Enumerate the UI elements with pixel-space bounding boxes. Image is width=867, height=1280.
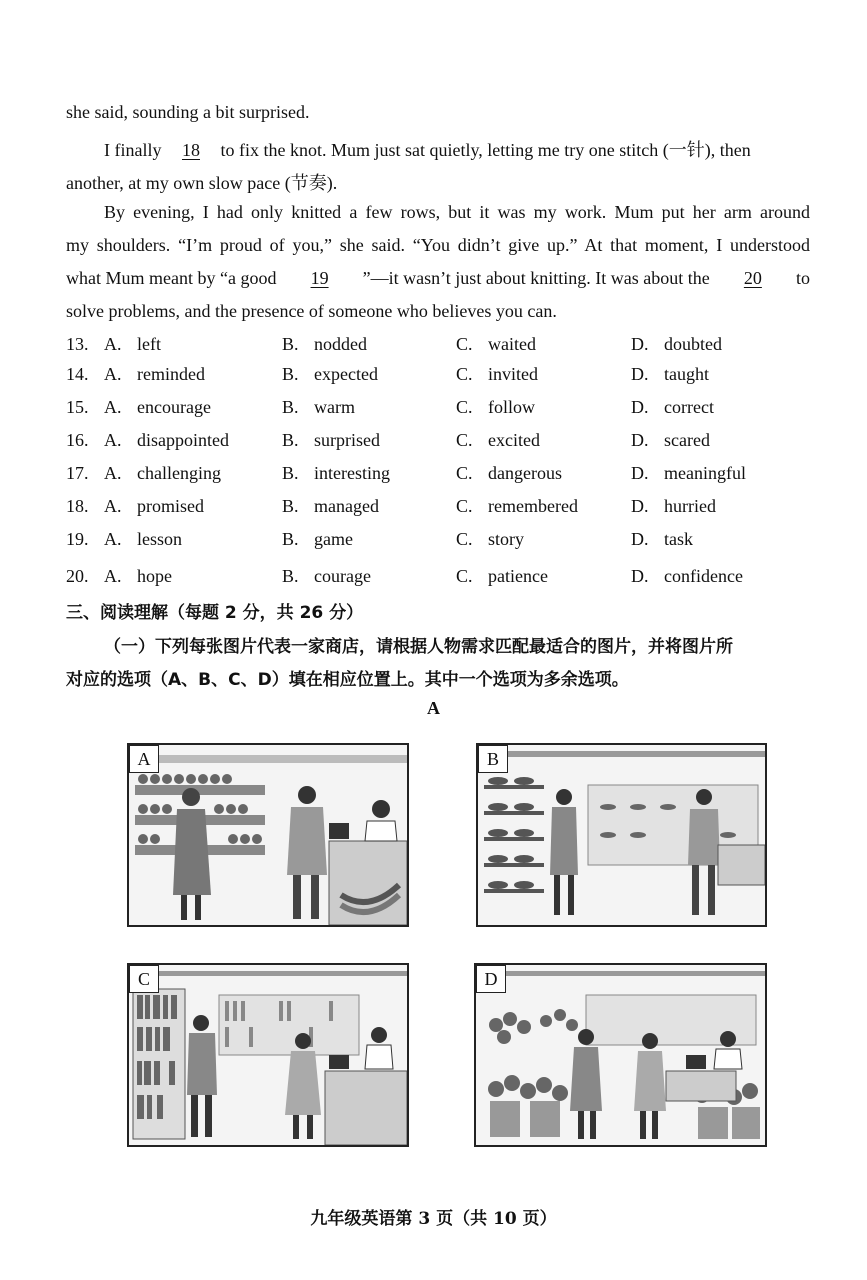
picture-tag: A [129,745,159,773]
option-b[interactable]: managed [314,496,379,516]
question-number: 15. [66,397,89,417]
passage-text: to fix the knot. Mum just sat quietly, letting me try one stitch (一针), then [220,140,751,160]
question-number: 14. [66,364,89,384]
option-a[interactable]: challenging [137,463,221,483]
page-footer: 九年级英语第 3 页（共 10 页） [310,1209,557,1229]
option-letter-a: A. [104,364,122,384]
passage-text: ”—it wasn’t just about knitting. It was about the [362,268,710,288]
question-number: 16. [66,430,89,450]
option-c[interactable]: excited [488,430,540,450]
option-d[interactable]: hurried [664,496,716,516]
option-d[interactable]: meaningful [664,463,746,483]
option-c[interactable]: story [488,529,524,549]
question-number: 13. [66,334,89,354]
option-letter-d: D. [631,334,649,354]
option-letter-d: D. [631,364,649,384]
option-letter-a: A. [104,566,122,586]
option-letter-d: D. [631,496,649,516]
option-letter-c: C. [456,566,473,586]
option-c[interactable]: waited [488,334,536,354]
passage-text: to [795,268,810,288]
option-letter-c: C. [456,397,473,417]
blank-20[interactable]: 20 [743,268,762,288]
option-c[interactable]: invited [488,364,538,384]
option-c[interactable]: dangerous [488,463,562,483]
instruction-line-2: 对应的选项（A、B、C、D）填在相应位置上。其中一个选项为多余选项。 [66,670,629,690]
passage-line-1: she said, sounding a bit surprised. [66,102,310,122]
picture-tag: B [478,745,508,773]
question-number: 19. [66,529,89,549]
picture-tag: C [129,965,159,993]
option-row [66,430,810,454]
option-letter-d: D. [631,397,649,417]
option-letter-b: B. [282,364,299,384]
passage-line-7: solve problems, and the presence of someone who believes you can. [66,301,557,321]
option-letter-b: B. [282,566,299,586]
shoe-store-scene-illustration [478,745,765,925]
picture-c-bookstore[interactable] [127,963,409,1147]
option-letter-d: D. [631,566,649,586]
blank-18[interactable]: 18 [181,140,200,160]
option-row [66,463,810,487]
passage-line-4: By evening, I had only knitted a few rows, but it was my work. Mum put her arm around [104,202,810,222]
option-row [66,397,810,421]
option-row [66,496,810,520]
option-letter-a: A. [104,463,122,483]
blank-19[interactable]: 19 [310,268,329,288]
option-c[interactable]: patience [488,566,548,586]
option-b[interactable]: interesting [314,463,390,483]
option-a[interactable]: lesson [137,529,182,549]
option-letter-b: B. [282,463,299,483]
option-d[interactable]: confidence [664,566,743,586]
option-letter-b: B. [282,529,299,549]
part-label: A [427,698,440,718]
option-letter-a: A. [104,397,122,417]
bookstore-scene-illustration [129,965,407,1145]
option-letter-b: B. [282,397,299,417]
option-a[interactable]: encourage [137,397,211,417]
option-d[interactable]: taught [664,364,709,384]
passage-line-6 [66,268,810,289]
question-number: 20. [66,566,89,586]
option-letter-b: B. [282,334,299,354]
option-row [66,566,810,590]
option-row [66,364,810,388]
grocery-scene-illustration [129,745,407,925]
option-letter-a: A. [104,430,122,450]
question-number: 18. [66,496,89,516]
option-letter-d: D. [631,463,649,483]
option-b[interactable]: game [314,529,353,549]
option-b[interactable]: nodded [314,334,367,354]
picture-d-flower-shop[interactable] [474,963,767,1147]
option-letter-c: C. [456,364,473,384]
option-row [66,334,810,358]
option-b[interactable]: surprised [314,430,380,450]
passage-text: what Mum meant by “a good [66,268,277,288]
option-a[interactable]: promised [137,496,204,516]
picture-tag: D [476,965,506,993]
option-row [66,529,810,553]
picture-a-grocery-store[interactable] [127,743,409,927]
option-b[interactable]: warm [314,397,355,417]
option-a[interactable]: reminded [137,364,205,384]
option-letter-d: D. [631,529,649,549]
option-letter-c: C. [456,430,473,450]
passage-text: I finally [104,140,162,160]
option-letter-d: D. [631,430,649,450]
option-c[interactable]: follow [488,397,535,417]
option-a[interactable]: hope [137,566,172,586]
passage-line-5: my shoulders. “I’m proud of you,” she said. “You didn’t give up.” At that moment, I understood [66,235,810,255]
option-a[interactable]: left [137,334,161,354]
option-b[interactable]: expected [314,364,378,384]
option-letter-b: B. [282,496,299,516]
option-letter-a: A. [104,334,122,354]
option-letter-c: C. [456,463,473,483]
option-letter-a: A. [104,529,122,549]
passage-line-2 [104,136,810,162]
picture-b-shoe-store[interactable] [476,743,767,927]
option-letter-b: B. [282,430,299,450]
option-d[interactable]: correct [664,397,714,417]
option-c[interactable]: remembered [488,496,578,516]
option-letter-c: C. [456,334,473,354]
flower-shop-scene-illustration [476,965,765,1145]
instruction-line-1: （一）下列每张图片代表一家商店，请根据人物需求匹配最适合的图片，并将图片所 [104,637,733,657]
option-b[interactable]: courage [314,566,371,586]
question-number: 17. [66,463,89,483]
passage-line-3: another, at my own slow pace (节奏). [66,173,338,193]
option-letter-a: A. [104,496,122,516]
option-d[interactable]: scared [664,430,710,450]
option-a[interactable]: disappointed [137,430,229,450]
option-letter-c: C. [456,529,473,549]
option-d[interactable]: doubted [664,334,722,354]
option-d[interactable]: task [664,529,693,549]
option-letter-c: C. [456,496,473,516]
section-heading: 三、阅读理解（每题 2 分，共 26 分） [66,603,364,623]
